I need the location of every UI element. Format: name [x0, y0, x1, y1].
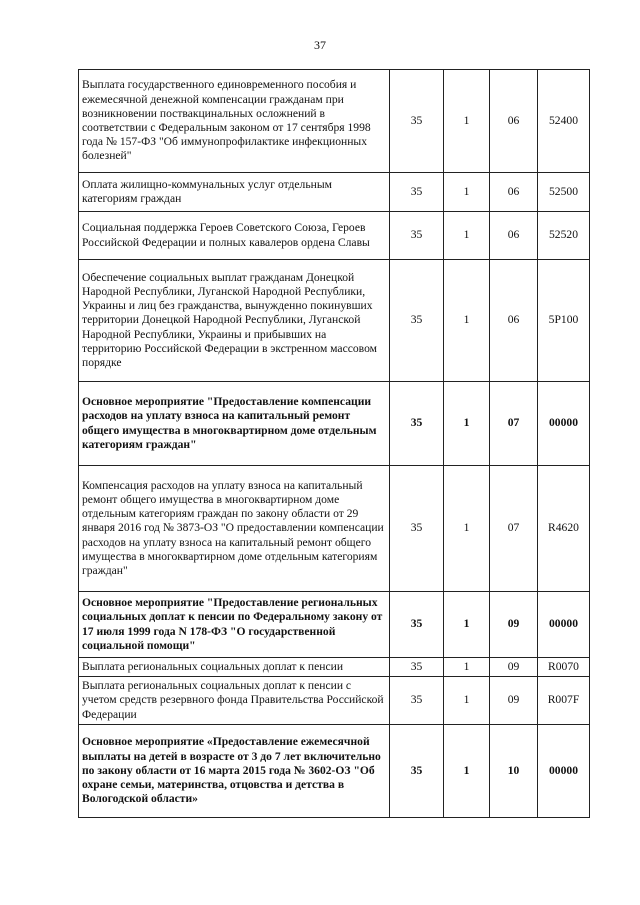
subprogram-code-cell: 1	[444, 260, 490, 382]
subprogram-code-cell: 1	[444, 592, 490, 658]
activity-code-cell: 09	[490, 592, 538, 658]
program-name-cell: Выплата государственного единовременного пособия и ежемесячной денежной компенсации гражданам при возникновении поствакцинальных осложнений в соответствии с Федеральным законом от 17 сентября 1998 года № 157-ФЗ "Об иммунопрофилактике инфекционных болезней"	[79, 70, 390, 173]
program-name-cell: Основное мероприятие «Предоставление ежемесячной выплаты на детей в возрасте от 3 до 7 лет включительно по закону области от 16 марта 2015 года № 3602-ОЗ "Об охране семьи, материнства, отцовства и детства в Вологодской области»	[79, 725, 390, 818]
page-number: 37	[314, 38, 326, 52]
program-code-cell: 35	[390, 212, 444, 260]
direction-code-cell: 52500	[538, 173, 590, 212]
direction-code-cell: 52400	[538, 70, 590, 173]
activity-code-cell: 06	[490, 173, 538, 212]
direction-code-cell: R4620	[538, 466, 590, 592]
direction-code-cell: 00000	[538, 725, 590, 818]
activity-code-cell: 10	[490, 725, 538, 818]
table-row	[79, 173, 590, 212]
subprogram-code-cell: 1	[444, 466, 490, 592]
table-body	[79, 70, 590, 818]
table-row	[79, 382, 590, 466]
program-code-cell: 35	[390, 173, 444, 212]
table-row	[79, 592, 590, 658]
budget-classification-table	[78, 69, 590, 818]
subprogram-code-cell: 1	[444, 677, 490, 725]
activity-code-cell: 06	[490, 70, 538, 173]
program-name-cell: Основное мероприятие "Предоставление региональных социальных доплат к пенсии по Федеральному закону от 17 июля 1999 года N 178-ФЗ "О государственной социальной помощи"	[79, 592, 390, 658]
program-code-cell: 35	[390, 70, 444, 173]
program-name-cell: Выплата региональных социальных доплат к пенсии с учетом средств резервного фонда Правительства Российской Федерации	[79, 677, 390, 725]
program-code-cell: 35	[390, 382, 444, 466]
direction-code-cell: R007F	[538, 677, 590, 725]
table-row	[79, 212, 590, 260]
activity-code-cell: 06	[490, 212, 538, 260]
program-name-cell: Основное мероприятие "Предоставление компенсации расходов на уплату взноса на капитальный ремонт общего имущества в многоквартирном доме отдельным категориям граждан"	[79, 382, 390, 466]
activity-code-cell: 07	[490, 382, 538, 466]
direction-code-cell: 00000	[538, 592, 590, 658]
table-row	[79, 70, 590, 173]
table-row	[79, 260, 590, 382]
program-code-cell: 35	[390, 260, 444, 382]
table-row	[79, 466, 590, 592]
program-name-cell: Компенсация расходов на уплату взноса на капитальный ремонт общего имущества в многоквартирном доме отдельным категориям граждан по закону области от 29 января 2016 год № 3873-ОЗ "О предоставлении компенсации расходов на уплату взноса на капитальный ремонт общего имущества в многоквартирном доме отдельным категориям граждан"	[79, 466, 390, 592]
program-code-cell: 35	[390, 466, 444, 592]
activity-code-cell: 07	[490, 466, 538, 592]
table-row	[79, 725, 590, 818]
subprogram-code-cell: 1	[444, 725, 490, 818]
subprogram-code-cell: 1	[444, 212, 490, 260]
program-code-cell: 35	[390, 677, 444, 725]
program-name-cell: Обеспечение социальных выплат гражданам Донецкой Народной Республики, Луганской Народной Республики, Украины и лиц без гражданства, вынужденно покинувших территории Донецкой Народной Республики, Луганской Народной Республики, Украины и прибывших на территорию Российской Федерации в экстренном массовом порядке	[79, 260, 390, 382]
subprogram-code-cell: 1	[444, 173, 490, 212]
activity-code-cell: 09	[490, 658, 538, 677]
direction-code-cell: R0070	[538, 658, 590, 677]
subprogram-code-cell: 1	[444, 658, 490, 677]
direction-code-cell: 52520	[538, 212, 590, 260]
program-code-cell: 35	[390, 658, 444, 677]
program-name-cell: Социальная поддержка Героев Советского Союза, Героев Российской Федерации и полных кавалеров ордена Славы	[79, 212, 390, 260]
subprogram-code-cell: 1	[444, 382, 490, 466]
table-row	[79, 677, 590, 725]
activity-code-cell: 09	[490, 677, 538, 725]
subprogram-code-cell: 1	[444, 70, 490, 173]
activity-code-cell: 06	[490, 260, 538, 382]
table-row	[79, 658, 590, 677]
program-name-cell: Оплата жилищно-коммунальных услуг отдельным категориям граждан	[79, 173, 390, 212]
direction-code-cell: 5Р100	[538, 260, 590, 382]
program-code-cell: 35	[390, 592, 444, 658]
program-name-cell: Выплата региональных социальных доплат к пенсии	[79, 658, 390, 677]
program-code-cell: 35	[390, 725, 444, 818]
direction-code-cell: 00000	[538, 382, 590, 466]
